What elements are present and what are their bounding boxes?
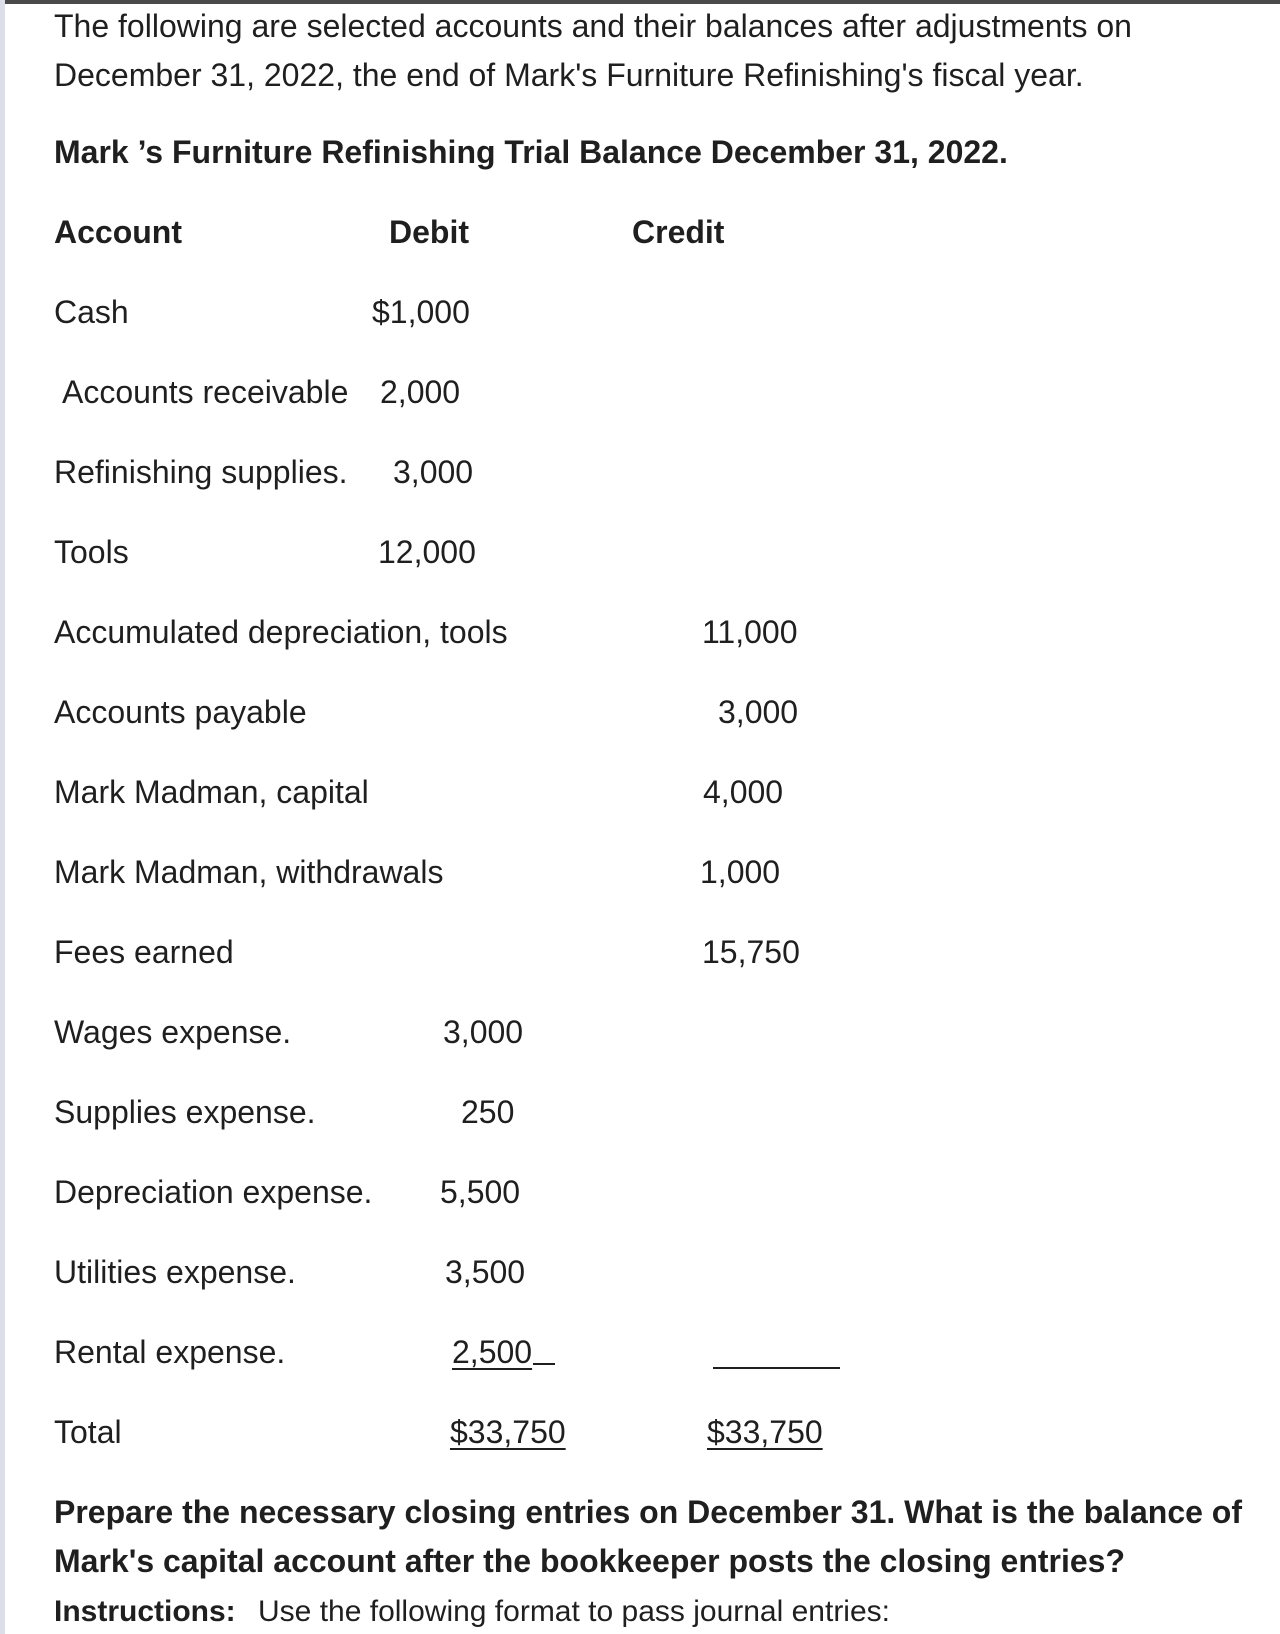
account-mark-madman-capital: Mark Madman, capital	[54, 774, 369, 810]
column-header-account: Account	[54, 214, 182, 250]
question-line-2: Mark's capital account after the bookkeeper posts the closing entries?	[54, 1543, 1126, 1579]
instructions-text: Use the following format to pass journal entries:	[258, 1595, 890, 1628]
credit-subtotal-underline	[713, 1367, 840, 1369]
account-depreciation-expense: Depreciation expense.	[54, 1174, 373, 1210]
intro-line-2: December 31, 2022, the end of Mark's Furniture Refinishing's fiscal year.	[54, 57, 1084, 93]
account-supplies-expense: Supplies expense.	[54, 1094, 316, 1130]
account-rental-expense: Rental expense.	[54, 1334, 286, 1370]
credit-fees-earned: 15,750	[702, 934, 800, 970]
credit-accounts-payable: 3,000	[718, 694, 799, 730]
debit-accounts-receivable: 2,000	[380, 374, 461, 410]
trial-balance-heading: Mark ’s Furniture Refinishing Trial Balance December 31, 2022.	[54, 134, 1008, 170]
intro-paragraph	[54, 2, 1132, 100]
intro-line-1: The following are selected accounts and their balances after adjustments on	[54, 8, 1132, 44]
column-header-credit: Credit	[632, 214, 725, 250]
account-wages-expense: Wages expense.	[54, 1014, 292, 1050]
total-debit: $33,750	[450, 1414, 566, 1450]
left-border	[0, 0, 5, 1634]
credit-mark-madman-capital: 4,000	[703, 774, 784, 810]
question-line-1: Prepare the necessary closing entries on December 31. What is the balance of	[54, 1494, 1242, 1530]
total-credit: $33,750	[707, 1414, 823, 1450]
instructions-label: Instructions:	[54, 1595, 236, 1628]
debit-depreciation-expense: 5,500	[440, 1174, 521, 1210]
account-accounts-payable: Accounts payable	[54, 694, 307, 730]
debit-refinishing-supplies: 3,000	[393, 454, 474, 490]
debit-utilities-expense: 3,500	[445, 1254, 526, 1290]
instructions	[54, 1597, 890, 1627]
account-cash: Cash	[54, 294, 129, 330]
debit-cash: $1,000	[372, 294, 470, 330]
credit-mark-madman-withdrawals: 1,000	[700, 854, 781, 890]
credit-accumulated-depreciation-tools: 11,000	[702, 614, 798, 650]
account-accumulated-depreciation-tools: Accumulated depreciation, tools	[54, 614, 508, 650]
account-tools: Tools	[54, 534, 129, 570]
account-utilities-expense: Utilities expense.	[54, 1254, 296, 1290]
debit-subtotal-underline	[533, 1363, 555, 1365]
debit-supplies-expense: 250	[461, 1094, 515, 1130]
debit-wages-expense: 3,000	[443, 1014, 524, 1050]
account-fees-earned: Fees earned	[54, 934, 234, 970]
debit-tools: 12,000	[378, 534, 476, 570]
account-mark-madman-withdrawals: Mark Madman, withdrawals	[54, 854, 444, 890]
total-label: Total	[54, 1414, 122, 1450]
account-accounts-receivable: Accounts receivable	[62, 374, 349, 410]
account-refinishing-supplies: Refinishing supplies.	[54, 454, 348, 490]
debit-rental-expense: 2,500	[452, 1334, 533, 1370]
column-header-debit: Debit	[389, 214, 469, 250]
